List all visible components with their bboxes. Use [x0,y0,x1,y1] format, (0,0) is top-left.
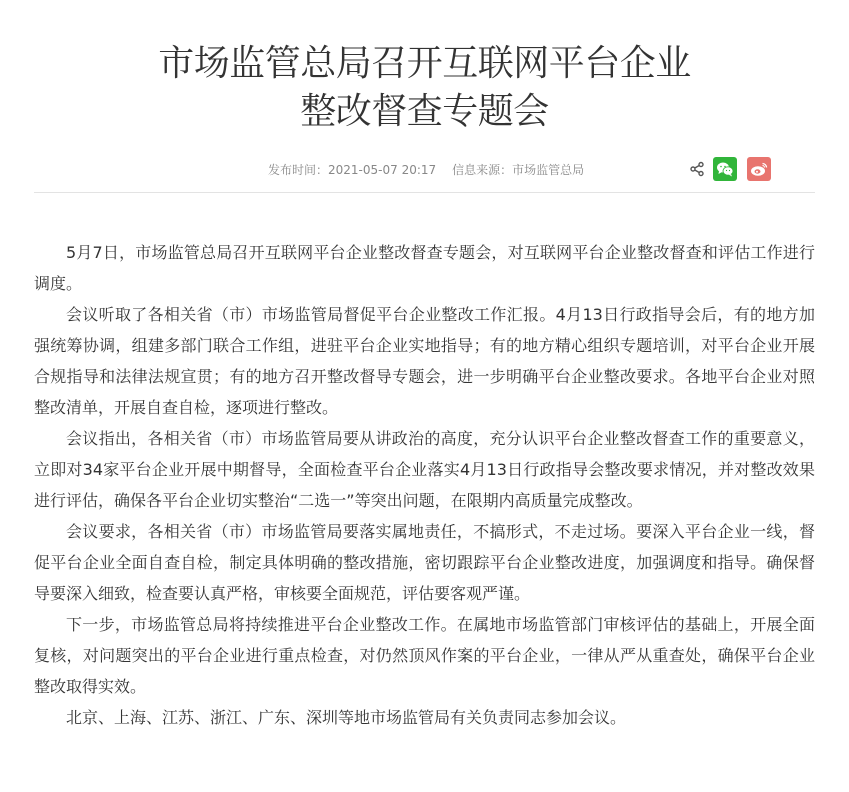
paragraph: 下一步，市场监管总局将持续推进平台企业整改工作。在属地市场监管部门审核评估的基础上，开展全面复核，对问题突出的平台企业进行重点检查，对仍然顶风作案的平台企业，一律从严从重查处，确保平台企业整改取得实效。 [34,615,815,696]
article-meta [268,161,584,178]
share-icon[interactable] [687,159,707,179]
wechat-icon[interactable] [713,157,737,181]
title-line-2: 整改督查专题会 [300,91,549,132]
weibo-icon[interactable] [747,157,771,181]
article-title [34,0,815,136]
paragraph: 5月7日，市场监管总局召开互联网平台企业整改督查专题会，对互联网平台企业整改督查和评估工作进行调度。 [34,243,815,293]
source-label: 信息来源： [452,163,513,177]
share-bar [687,157,771,181]
paragraph: 会议指出，各相关省（市）市场监管局要从讲政治的高度，充分认识平台企业整改督查工作的重要意义，立即对34家平台企业开展中期督导，全面检查平台企业落实4月13日行政指导会整改要求情况，并对整改效果进行评估，确保各平台企业切实整治“二选一”等突出问题，在限期内高质量完成整改。 [34,429,815,510]
paragraph: 北京、上海、江苏、浙江、广东、深圳等地市场监管局有关负责同志参加会议。 [66,708,627,727]
meta-bar [34,157,815,193]
paragraph: 会议要求，各相关省（市）市场监管局要落实属地责任，不搞形式，不走过场。要深入平台企业一线，督促平台企业全面自查自检，制定具体明确的整改措施，密切跟踪平台企业整改进度，加强调度和指导。确保督导要深入细致，检查要认真严格，审核要全面规范，评估要客观严谨。 [34,522,815,603]
publish-label: 发布时间： [268,163,329,177]
title-line-1: 市场监管总局召开互联网平台企业 [158,43,691,84]
publish-time: 2021-05-07 20:17 [328,163,437,177]
paragraph: 会议听取了各相关省（市）市场监管局督促平台企业整改工作汇报。4月13日行政指导会后，有的地方加强统筹协调，组建多部门联合工作组，进驻平台企业实地指导；有的地方精心组织专题培训，对平台企业开展合规指导和法律法规宣贯；有的地方召开整改督导专题会，进一步明确平台企业整改要求。各地平台企业对照整改清单，开展自查自检，逐项进行整改。 [34,305,815,417]
article [34,0,815,733]
source-name: 市场监管总局 [512,163,585,177]
article-body [34,237,815,733]
